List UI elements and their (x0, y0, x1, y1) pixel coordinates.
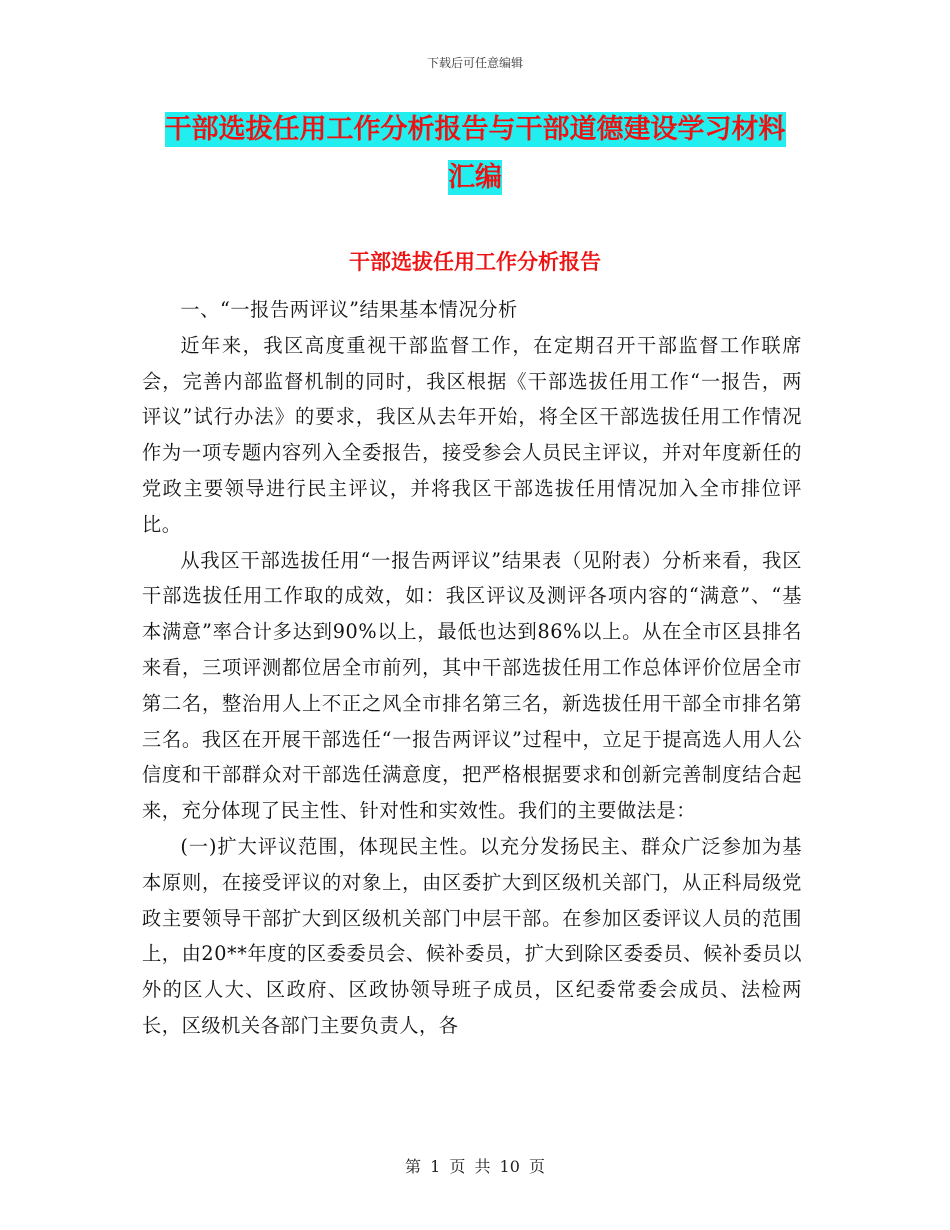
section-title: 干部选拔任用工作分析报告 (349, 250, 601, 274)
paragraph: (一)扩大评议范围，体现民主性。以充分发扬民主、群众广泛参加为基本原则，在接受评议的对象上，由区委扩大到区级机关部门，从正科局级党政主要领导干部扩大到区级机关部门中层干部。在参加区委评议人员的范围上，由20**年度的区委委员会、候补委员，扩大到除区委委员、候补委员以外的区人大、区政府、区政协领导班子成员，区纪委常委会成员、法检两长，区级机关各部门主要负责人，各 (142, 834, 802, 1037)
header-note: 下载后可任意编辑 (426, 56, 523, 70)
document-title (140, 106, 810, 202)
document-body (142, 292, 802, 1044)
paragraph: 从我区干部选拔任用“一报告两评议”结果表（见附表）分析来看，我区干部选拔任用工作取的成效，如：我区评议及测评各项内容的“满意”、“基本满意”率合计多达到90%以上，最低也达到86%以上。从在全市区县排名来看，三项评测都位居全市前列，其中干部选拔任用工作总体评价位居全市第二名，整治用人上不正之风全市排名第三名，新选拔任用干部全市排名第三名。我区在开展干部选任“一报告两评议”过程中，立足于提高选人用人公信度和干部群众对干部选任满意度，把严格根据要求和创新完善制度结合起来，充分体现了民主性、针对性和实效性。我们的主要做法是： (142, 548, 802, 823)
document-title-line-1: 干部选拔任用工作分析报告与干部道德建设学习材料 (164, 114, 786, 145)
paragraph-heading: 一、“一报告两评议”结果基本情况分析 (180, 298, 518, 321)
document-title-line-2: 汇编 (448, 162, 502, 193)
paragraph: 近年来，我区高度重视干部监督工作，在定期召开干部监督工作联席会，完善内部监督机制的同时，我区根据《干部选拔任用工作“一报告，两评议”试行办法》的要求，我区从去年开始，将全区干部选拔任用工作情况作为一项专题内容列入全委报告，接受参会人员民主评议，并对年度新任的党政主要领导进行民主评议，并将我区干部选拔任用情况加入全市排位评比。 (142, 333, 802, 536)
page-footer: 第 1 页 共 10 页 (405, 1157, 545, 1176)
